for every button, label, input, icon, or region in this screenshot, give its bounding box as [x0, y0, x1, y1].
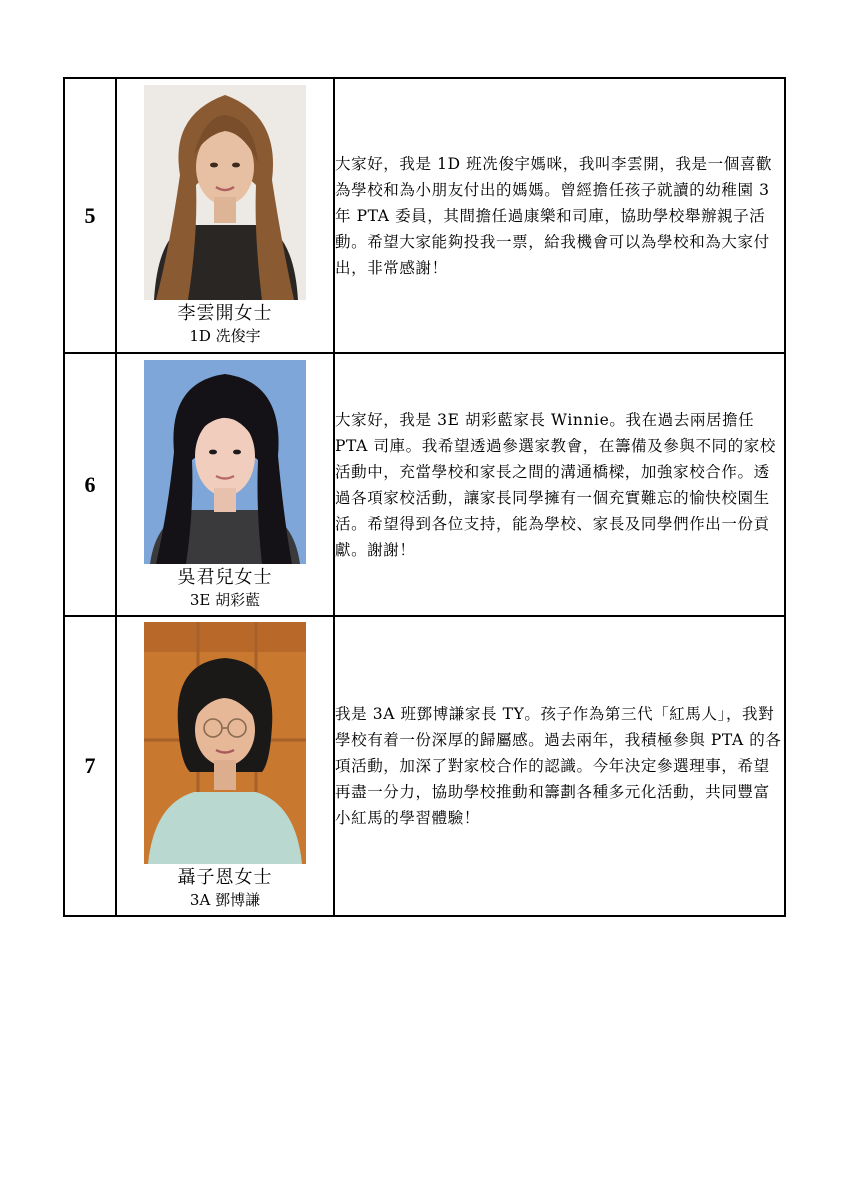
candidate-table: [63, 77, 786, 917]
candidate-number: 5: [64, 78, 116, 353]
candidate-statement: 我是 3A 班鄧博謙家長 TY。孩子作為第三代「紅馬人」，我對學校有着一份深厚的歸屬感。過去兩年，我積極參與 PTA 的各項活動，加深了對家校合作的認識。今年決定參選理事，希望再盡一分力，協助學校推動和籌劃各種多元化活動，共同豐富小紅馬的學習體驗！: [335, 705, 782, 827]
portrait-photo-icon: [144, 85, 306, 300]
candidate-row: [64, 353, 785, 616]
candidate-class-child: 3A 鄧博謙: [189, 891, 261, 909]
candidate-photo-cell: [116, 616, 334, 916]
candidate-row: [64, 616, 785, 916]
portrait-photo-icon: [144, 360, 306, 564]
portrait-photo-icon: [144, 622, 306, 864]
candidate-name: 聶子恩女士: [177, 867, 273, 888]
candidate-statement: 大家好，我是 3E 胡彩藍家長 Winnie。我在過去兩居擔任 PTA 司庫。我希望透過參選家教會，在籌備及參與不同的家校活動中，充當學校和家長之間的溝通橋樑，加強家校合作。透過各項家校活動，讓家長同學擁有一個充實難忘的愉快校園生活。希望得到各位支持，能為學校、家長及同學們作出一份貢獻。謝謝！: [335, 410, 776, 559]
candidate-name: 李雲開女士: [177, 303, 273, 324]
candidate-number: 7: [64, 616, 116, 916]
candidate-name: 吳君兒女士: [177, 566, 273, 588]
candidate-class-child: 3E 胡彩藍: [189, 590, 261, 609]
candidate-statement-cell: [334, 78, 785, 353]
candidate-photo-cell: [116, 353, 334, 616]
candidate-number: 6: [64, 353, 116, 616]
candidate-statement-cell: [334, 616, 785, 916]
candidate-statement-cell: [334, 353, 785, 616]
candidate-class-child: 1D 冼俊宇: [189, 327, 261, 345]
candidate-photo-cell: [116, 78, 334, 353]
candidate-statement: 大家好，我是 1D 班冼俊宇媽咪，我叫李雲開，我是一個喜歡為學校和為小朋友付出的媽媽。曾經擔任孩子就讀的幼稚園 3 年 PTA 委員，其間擔任過康樂和司庫，協助學校舉辦親子活動。希望大家能夠投我一票，給我機會可以為學校和為大家付出，非常感謝！: [335, 154, 773, 277]
candidate-row: [64, 78, 785, 353]
